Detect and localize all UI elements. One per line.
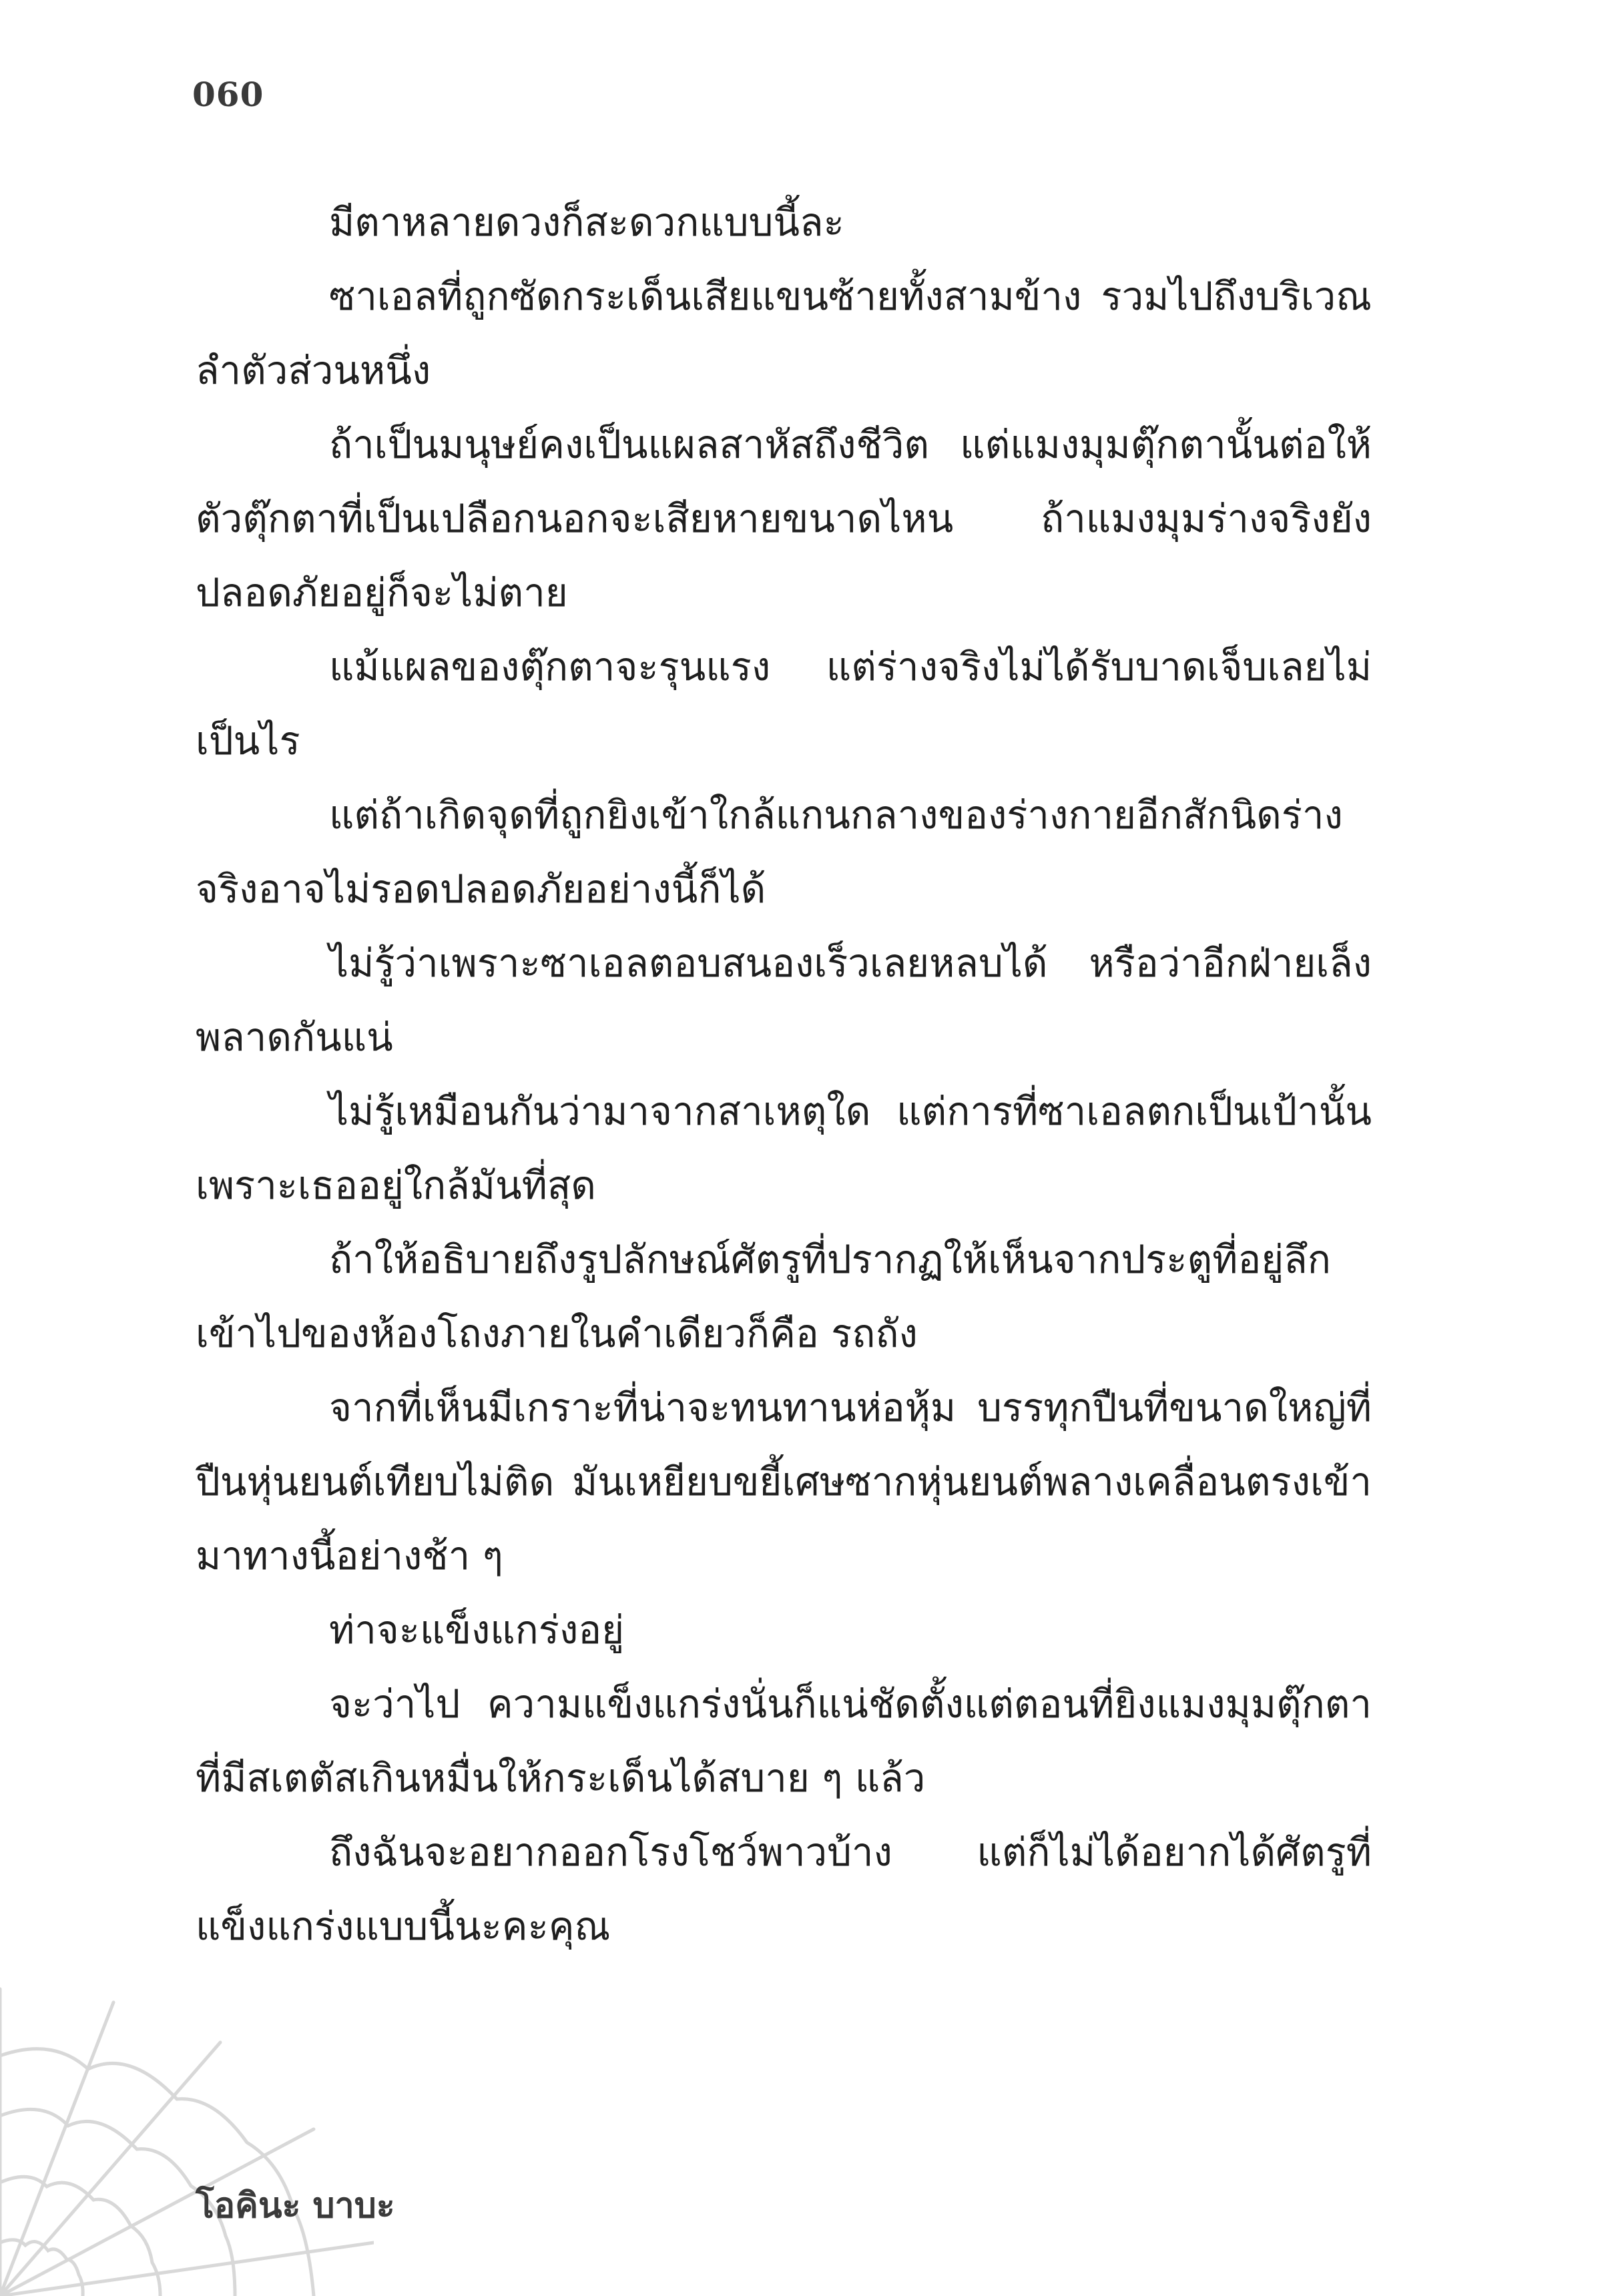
- spider-web-decoration: [0, 1962, 374, 2296]
- page-number: 060: [192, 75, 264, 114]
- paragraph-10: ท่าจะแข็งแกร่งอยู่: [329, 1607, 625, 1653]
- paragraph-11: จะว่าไป ความแข็งแกร่งนั่นก็แน่ชัดตั้งแต่ตอนที่ยิงแมงมุมตุ๊กตาที่มีสเตตัสเกินหมื่นให้กระเด็นได้สบาย ๆ แล้ว: [196, 1681, 1372, 1801]
- paragraph-2: ซาเอลที่ถูกซัดกระเด็นเสียแขนซ้ายทั้งสามข้าง รวมไปถึงบริเวณลำตัวส่วนหนึ่ง: [196, 274, 1372, 393]
- paragraph-8: ถ้าให้อธิบายถึงรูปลักษณ์ศัตรูที่ปรากฏให้เห็นจากประตูที่อยู่ลึกเข้าไปของห้องโถงภายในคำเดียวก็คือ รถถัง: [196, 1237, 1331, 1356]
- paragraph-3: ถ้าเป็นมนุษย์คงเป็นแผลสาหัสถึงชีวิต แต่แมงมุมตุ๊กตานั้นต่อให้ตัวตุ๊กตาที่เป็นเปลือกนอกจะเสียหายขนาดไหน ถ้าแมงมุมร่างจริงยังปลอดภัยอยู่ก็จะไม่ตาย: [196, 422, 1372, 615]
- paragraph-9: จากที่เห็นมีเกราะที่น่าจะทนทานห่อหุ้ม บรรทุกปืนที่ขนาดใหญ่ที่ปืนหุ่นยนต์เทียบไม่ติด มันเหยียบขยี้เศษซากหุ่นยนต์พลางเคลื่อนตรงเข้ามาทางนี้อย่างช้า ๆ: [196, 1385, 1372, 1579]
- paragraph-1: มีตาหลายดวงก็สะดวกแบบนี้ละ: [329, 200, 844, 245]
- body-text: [196, 186, 1372, 1964]
- paragraph-5: แต่ถ้าเกิดจุดที่ถูกยิงเข้าใกล้แกนกลางของร่างกายอีกสักนิดร่างจริงอาจไม่รอดปลอดภัยอย่างนี้ก็ได้: [196, 792, 1343, 912]
- paragraph-12: ถึงฉันจะอยากออกโรงโชว์พาวบ้าง แต่ก็ไม่ได้อยากได้ศัตรูที่แข็งแกร่งแบบนี้นะคะคุณ: [196, 1829, 1372, 1949]
- paragraph-7: ไม่รู้เหมือนกันว่ามาจากสาเหตุใด แต่การที่ซาเอลตกเป็นเป้านั้นเพราะเธออยู่ใกล้มันที่สุด: [196, 1089, 1372, 1208]
- paragraph-4: แม้แผลของตุ๊กตาจะรุนแรง แต่ร่างจริงไม่ได้รับบาดเจ็บเลยไม่เป็นไร: [196, 644, 1372, 764]
- paragraph-6: ไม่รู้ว่าเพราะซาเอลตอบสนองเร็วเลยหลบได้ หรือว่าอีกฝ่ายเล็งพลาดกันแน่: [196, 940, 1372, 1060]
- book-author-footer: โอคินะ บาบะ: [196, 2186, 395, 2226]
